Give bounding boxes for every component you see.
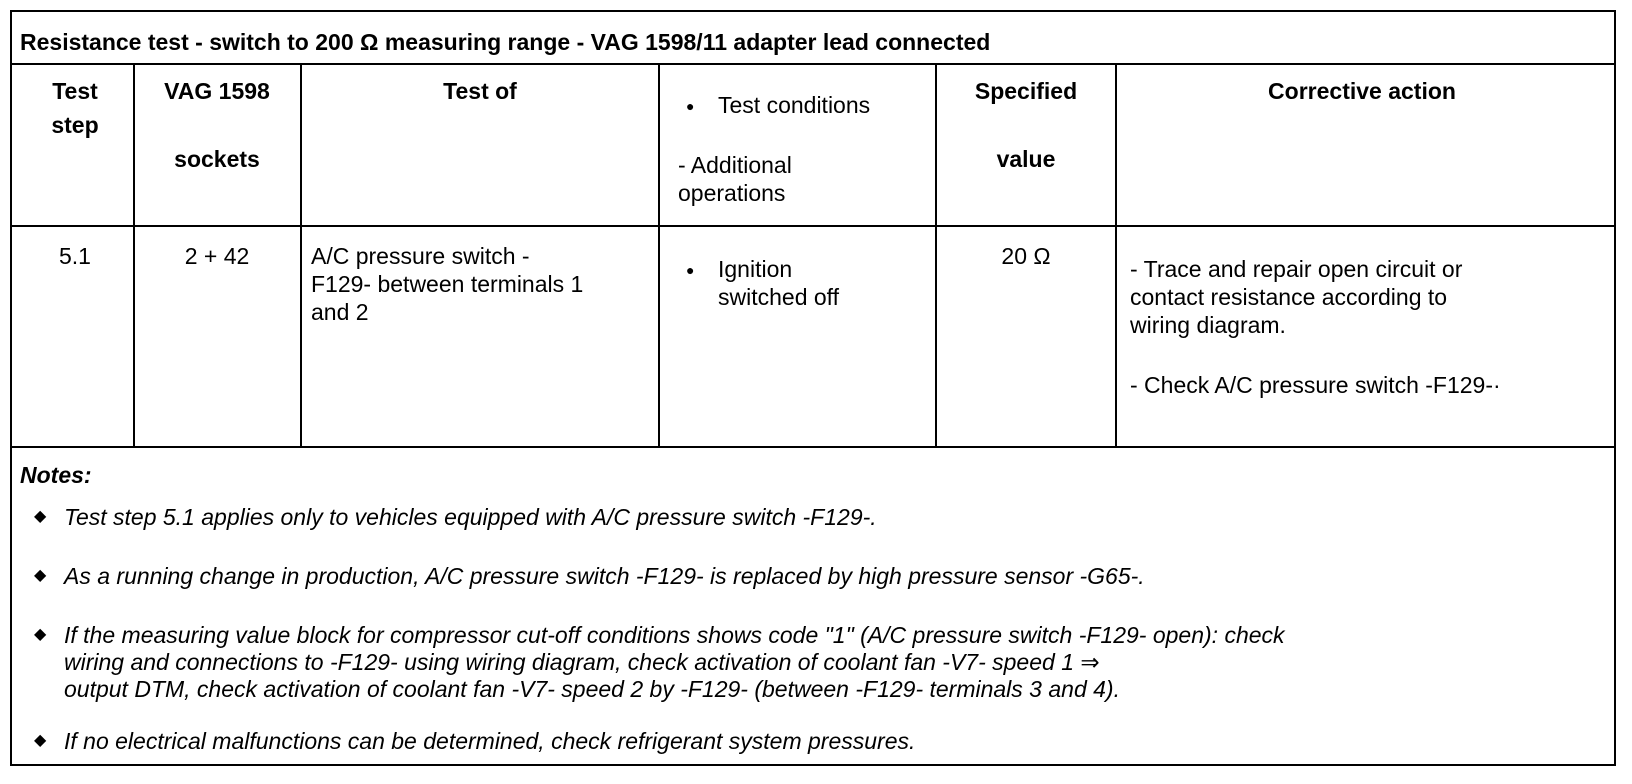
cell-specified-value: 20 Ω xyxy=(1001,243,1051,269)
header-sockets-line2: sockets xyxy=(174,146,260,172)
note-bullet-icon: ◆ xyxy=(34,508,47,525)
note-item-3-line2: wiring and connections to -F129- using wiring diagram, check activation of coolant fan -V7- speed 1 ⇒ xyxy=(64,649,1100,675)
header-additional-line2: operations xyxy=(678,180,786,206)
cell-test-of-line3: and 2 xyxy=(311,299,369,325)
cell-corrective-line3: wiring diagram. xyxy=(1130,312,1286,338)
note-item-1: Test step 5.1 applies only to vehicles equipped with A/C pressure switch -F129-. xyxy=(64,504,877,530)
header-divider xyxy=(10,225,1616,227)
header-specified-line1: Specified xyxy=(974,78,1078,104)
table-title: Resistance test - switch to 200 Ω measuring range - VAG 1598/11 adapter lead connected xyxy=(20,29,991,55)
notes-heading: Notes: xyxy=(20,462,92,488)
header-corrective-action: Corrective action xyxy=(1268,78,1456,104)
header-test-step-line1: Test xyxy=(52,78,98,104)
col-divider-2 xyxy=(300,63,302,447)
note-bullet-icon: ◆ xyxy=(34,567,47,584)
note-bullet-icon: ◆ xyxy=(34,732,47,749)
cell-test-of-line1: A/C pressure switch - xyxy=(311,243,530,269)
notes-divider xyxy=(10,446,1616,448)
cell-corrective-line1: - Trace and repair open circuit or xyxy=(1130,256,1463,282)
header-additional-line1: - Additional xyxy=(678,152,792,178)
note-item-3-line1: If the measuring value block for compressor cut-off conditions shows code "1" (A/C pressure switch -F129- open): check xyxy=(64,622,1285,648)
note-item-2: As a running change in production, A/C pressure switch -F129- is replaced by high pressure sensor -G65-. xyxy=(64,563,1145,589)
cell-corrective-line2: contact resistance according to xyxy=(1130,284,1448,310)
cell-test-of-line2: F129- between terminals 1 xyxy=(311,271,584,297)
note-bullet-icon: ◆ xyxy=(34,626,47,643)
cell-test-step: 5.1 xyxy=(59,243,91,269)
col-divider-3 xyxy=(658,63,660,447)
cell-condition-line1: Ignition xyxy=(718,256,793,282)
cell-condition-line2: switched off xyxy=(718,284,840,310)
header-conditions: Test conditions xyxy=(718,92,871,118)
title-divider xyxy=(10,63,1616,65)
header-sockets-line1: VAG 1598 xyxy=(164,78,270,104)
header-test-step-line2: step xyxy=(51,112,99,138)
cell-corrective-line4: - Check A/C pressure switch -F129-· xyxy=(1130,372,1501,398)
header-condition-bullet-icon: ● xyxy=(686,98,695,114)
cell-condition-bullet-icon: ● xyxy=(686,262,695,278)
cell-sockets: 2 + 42 xyxy=(184,243,250,269)
note-item-3-line3: output DTM, check activation of coolant fan -V7- speed 2 by -F129- (between -F129- terminals 3 and 4). xyxy=(64,676,1120,702)
col-divider-5 xyxy=(1115,63,1117,447)
col-divider-1 xyxy=(133,63,135,447)
note-item-4: If no electrical malfunctions can be determined, check refrigerant system pressures. xyxy=(64,728,916,754)
header-test-of: Test of xyxy=(443,78,517,104)
header-specified-line2: value xyxy=(996,146,1056,172)
